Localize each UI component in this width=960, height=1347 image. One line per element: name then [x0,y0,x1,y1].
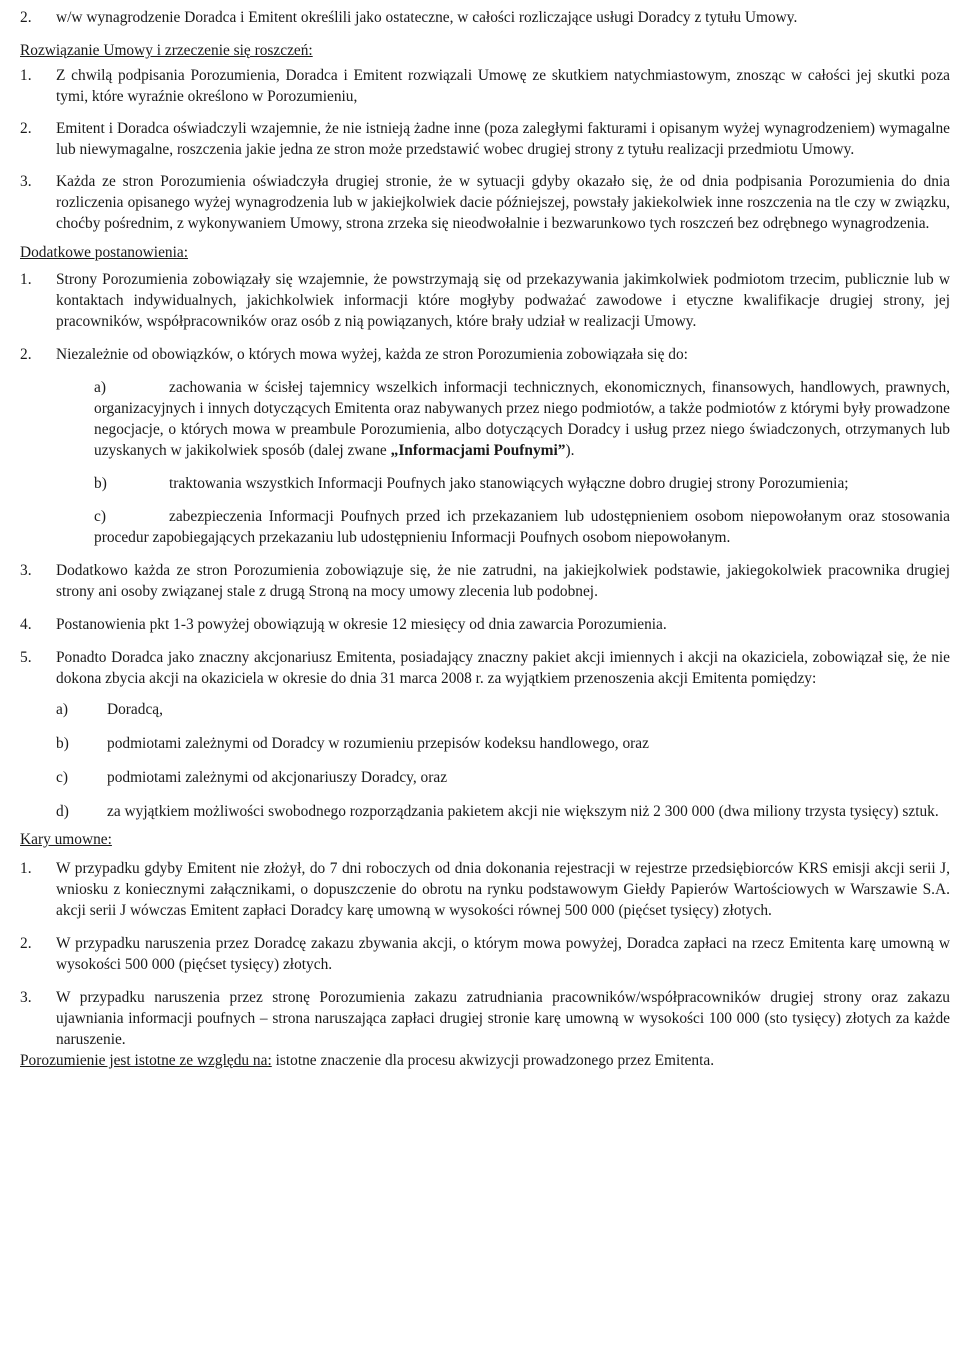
item-text: Każda ze stron Porozumienia oświadczyła drugiej stronie, że w sytuacji gdyby okazało się, że od dnia podpisania Porozumienia do dnia rozliczenia opisanego wyżej wynagrodzenia lub w jakiejkolwiek dacie późniejszej, powstały jakiekolwiek inne roszczenia na tle czy w związku, choćby pośrednim, z wykonywaniem Umowy, strona zrzeka się nieodwołalnie i bezwarunkowo tych roszczeń bez odrębnego wynagrodzenia. [56,173,950,232]
footer-text: istotne znaczenie dla procesu akwizycji prowadzonego przez Emitenta. [271,1052,715,1069]
sub-item-label: d) [56,803,69,820]
item-number: 2. [20,346,32,363]
section-heading-additional: Dodatkowe postanowienia: [20,244,188,261]
item-text: Ponadto Doradca jako znaczny akcjonariusz Emitenta, posiadający znaczny pakiet akcji imiennych i akcji na okaziciela, zobowiązał się, że nie dokona zbycia akcji na okaziciela w okresie do dnia 31 marca 2008 r. za wyjątkiem przenoszenia akcji Emitenta pomiędzy: [56,649,950,687]
item-number: 3. [20,562,32,579]
footer-label: Porozumienie jest istotne ze względu na: [20,1052,272,1069]
item-number: 1. [20,67,32,84]
sub-item [94,377,950,461]
list-item [20,65,950,107]
list-item [20,858,950,921]
item-text: Z chwilą podpisania Porozumienia, Doradca i Emitent rozwiązali Umowę ze skutkiem natychmiastowym, znosząc w całości jej skutki poza tymi, które wyraźnie określono w Porozumieniu, [56,67,950,105]
list-item [20,647,950,689]
sub-item [20,699,950,720]
sub-item-text: podmiotami zależnymi od akcjonariuszy Doradcy, oraz [107,769,448,786]
item-text: Postanowienia pkt 1-3 powyżej obowiązują w okresie 12 miesięcy od dnia zawarcia Porozumienia. [56,616,667,633]
item-number: 2. [20,935,32,952]
list-item [20,560,950,602]
item-text: Strony Porozumienia zobowiązały się wzajemnie, że powstrzymają się od przekazywania jakimkolwiek podmiotom trzecim, publicznie lub w kontaktach indywidualnych, jakichkolwiek informacji które mogłyby podważać zawodowe i etyczne kwalifikacje drugiej strony, jej pracowników, współpracowników oraz osób z nią powiązanych, które brały udział w realizacji Umowy. [56,271,950,330]
item-number: 3. [20,989,32,1006]
document-page [20,7,950,1071]
sub-item-text: za wyjątkiem możliwości swobodnego rozporządzania pakietem akcji nie większym niż 2 300 000 (dwa miliony trzysta tysięcy) sztuk. [107,803,939,820]
sub-item-tail: ). [565,442,575,459]
sub-item-label: b) [94,475,107,492]
sub-item [94,506,950,548]
item-text: w/w wynagrodzenie Doradca i Emitent określili jako ostateczne, w całości rozliczające usługi Doradcy z tytułu Umowy. [56,9,798,26]
sub-item-text: zachowania w ścisłej tajemnicy wszelkich informacji technicznych, ekonomicznych, finansowych, handlowych, prawnych, organizacyjnych i innych dotyczących Emitenta oraz nabywanych przez niego podmiotów, a także podmiotów z którymi były prowadzone negocjacje, o których mowa w preambule Porozumienia, albo dotyczących Doradcy i usług przez niego świadczonych, otrzymanych lub uzyskanych w jakikolwiek sposób (dalej zwane [94,379,950,459]
section-heading-termination: Rozwiązanie Umowy i zrzeczenie się roszczeń: [20,42,313,59]
sub-item-text: zabezpieczenia Informacji Poufnych przed ich przekazaniem lub udostępnieniem osobom niepowołanym oraz stosowania procedur zapobiegających przekazaniu lub udostępnieniu Informacji Poufnych osobom niepowołanym. [94,508,950,546]
item-number: 1. [20,271,32,288]
item-text: Dodatkowo każda ze stron Porozumienia zobowiązuje się, że nie zatrudni, na jakiejkolwiek podstawie, jakiegokolwiek pracownika drugiej strony ani osoby związanej stale z drugą Stroną na mocy umowy zlecenia lub podobnej. [56,562,950,600]
sub-item-label: c) [94,508,106,525]
defined-term: „Informacjami Poufnymi” [390,442,566,459]
sub-item-text: traktowania wszystkich Informacji Poufnych jako stanowiących wyłączne dobro drugiej strony Porozumienia; [169,475,849,492]
item-number: 2. [20,120,32,137]
sub-item [20,733,950,754]
section-heading-penalties: Kary umowne: [20,831,112,848]
item-text: W przypadku naruszenia przez Doradcę zakazu zbywania akcji, o którym mowa powyżej, Doradca zapłaci na rzecz Emitenta karę umowną w wysokości 500 000 (pięćset tysięcy) złotych. [56,935,950,973]
footer-note [20,1050,950,1071]
sub-item [94,473,950,494]
list-item [20,269,950,332]
sub-item [20,767,950,788]
sub-item-label: c) [56,769,68,786]
list-item [20,118,950,160]
item-text: W przypadku naruszenia przez stronę Porozumienia zakazu zatrudniania pracowników/współpracowników drugiej strony oraz zakazu ujawniania informacji poufnych – strona naruszająca zapłaci drugiej stronie karę umowną w wysokości 100 000 (sto tysięcy) złotych za każde naruszenie. [56,989,950,1048]
item-text: W przypadku gdyby Emitent nie złożył, do 7 dni roboczych od dnia dokonania rejestracji w rejestrze przedsiębiorców KRS emisji akcji serii J, wniosku z koniecznymi załącznikami, o dopuszczenie do obrotu na rynku podstawowym Giełdy Papierów Wartościowych w Warszawie S.A. akcji serii J wówczas Emitent zapłaci Doradcy karę umowną w wysokości równej 500 000 (pięćset tysięcy) złotych. [56,860,950,919]
item-number: 4. [20,616,32,633]
sub-item-text: Doradcą, [107,701,163,718]
list-item [20,344,950,365]
list-item [20,614,950,635]
item-number: 5. [20,649,32,666]
list-item [20,933,950,975]
item-text: Niezależnie od obowiązków, o których mowa wyżej, każda ze stron Porozumienia zobowiązała się do: [56,346,688,363]
sub-item [20,801,950,822]
list-item [20,171,950,234]
sub-item-label: a) [56,701,68,718]
item-text: Emitent i Doradca oświadczyli wzajemnie, że nie istnieją żadne inne (poza zaległymi fakturami i opisanym wyżej wynagrodzeniem) wymagalne lub niewymagalne, roszczenia jakie jedna ze stron może przedstawić wobec drugiej strony z tytułu realizacji przedmiotu Umowy. [56,120,950,158]
list-item [20,7,950,28]
sub-item-text: podmiotami zależnymi od Doradcy w rozumieniu przepisów kodeksu handlowego, oraz [107,735,649,752]
sub-item-label: b) [56,735,69,752]
item-number: 1. [20,860,32,877]
sub-item-label: a) [94,379,106,396]
item-number: 3. [20,173,32,190]
list-item [20,987,950,1050]
item-number: 2. [20,9,32,26]
